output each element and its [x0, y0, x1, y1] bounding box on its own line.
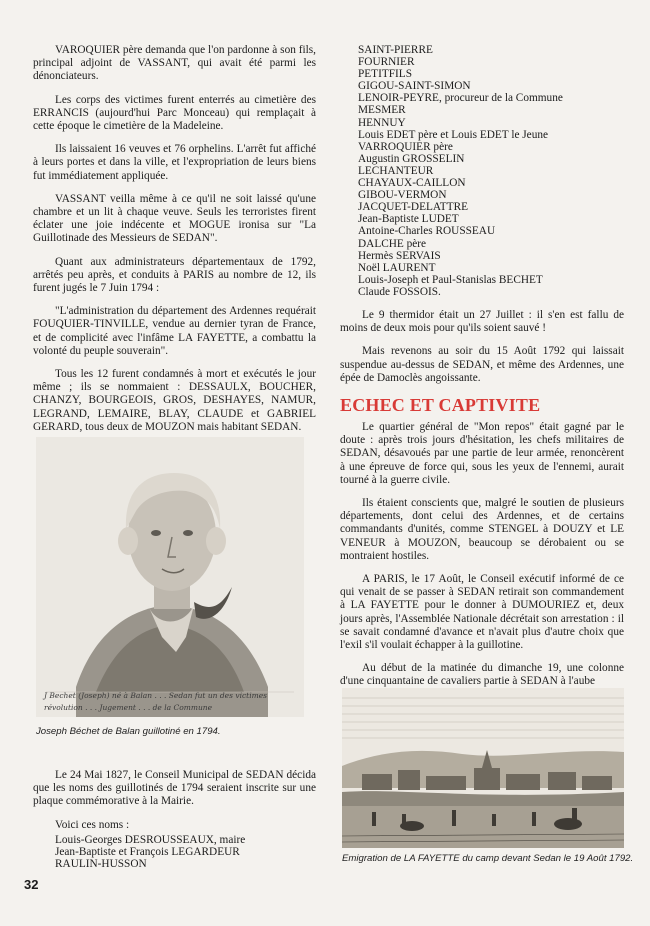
paragraph-quartier-general: Le quartier général de "Mon repos" était gagné par le doute : après trois jours d'hésitation, les chefs militaires de SEDAN, désavoués par une partie de leur armée, renoncèrent à une épreuve de force qui, sous les yeux de l'ennemi, aurait tourné à la guerre civile.: [340, 420, 624, 486]
engraving-image: [342, 688, 624, 848]
list-item: Hermès SERVAIS: [358, 249, 441, 262]
list-item: VARROQUIER père: [358, 140, 453, 153]
paragraph-thermidor: Le 9 thermidor était un 27 Juillet : il s'en est fallu de moins de deux mois pour qu'ils soient sauvé !: [340, 308, 624, 335]
list-item: Noël LAURENT: [358, 261, 436, 274]
portrait-handwriting-1: J Bechet (Joseph) né à Balan . . . Sedan fut un des victimes: [44, 691, 267, 700]
engraving-caption: Emigration de LA FAYETTE du camp devant Sedan le 19 Août 1792.: [342, 853, 634, 864]
engraving-drawing: [342, 688, 624, 848]
paragraph-damocles: Mais revenons au soir du 15 Août 1792 qui laissait suspendue au-dessus de SEDAN, et même des Ardennes, une épée de Damoclès angoissante.: [340, 345, 624, 384]
list-item: GIBOU-VERMON: [358, 189, 447, 202]
left-column: [33, 44, 316, 444]
list-item: MESMER: [358, 104, 406, 117]
portrait-image: [36, 437, 304, 717]
list-item: Antoine-Charles ROUSSEAU: [358, 225, 496, 238]
paragraph-veuves: Ils laissaient 16 veuves et 76 orphelins. L'arrêt fut affiché à leurs portes et dans la ville, et l'expropriation de leurs biens fut immédiatement appliquée.: [33, 143, 316, 182]
list-item: Louis EDET père et Louis EDET le Jeune: [358, 128, 549, 141]
paragraph-varoquier: VAROQUIER père demanda que l'on pardonne à son fils, principal adjoint de VASSANT, qui avait été parmi les dénonciateurs.: [33, 44, 316, 83]
paragraph-conscients: Ils étaient conscients que, malgré le soutien de plusieurs départements, dont celui des Ardennes, et de certains commandants d'unités, comme STENGEL à DOUZY et LE VENEUR à MOUZON, beaucoup se dérobaient ou se montraient hostiles.: [340, 497, 624, 562]
paragraph-vassant: VASSANT veilla même à ce qu'il ne soit laissé qu'une chambre et un lit à chaque veuve. Seuls les terroristes firent éclater une joie indécente et MOGUE ironisa sur "La Guillotinade des Messieurs de SEDAN".: [33, 192, 316, 245]
right-column: [340, 44, 624, 699]
names-list-right: [340, 44, 624, 298]
list-item: FOURNIER: [358, 56, 415, 69]
names-list-left: [33, 834, 316, 870]
paragraph-voici-noms: Voici ces noms :: [55, 818, 130, 831]
page-number: 32: [24, 877, 39, 892]
list-item: HENNUY: [358, 116, 406, 129]
paragraph-conseil-municipal: Le 24 Mai 1827, le Conseil Municipal de SEDAN décida que les noms des guillotinés de 1794 seraient inscrite sur une plaque commémorative à la Mairie.: [33, 769, 316, 808]
list-item: PETITFILS: [358, 68, 412, 81]
list-item: Louis-Joseph et Paul-Stanislas BECHET: [358, 273, 543, 286]
list-item: Louis-Georges DESROUSSEAUX, maire: [55, 833, 246, 846]
paragraph-dimanche: Au début de la matinée du dimanche 19, une colonne d'une cinquantaine de cavaliers partie à SEDAN à l'aube: [340, 662, 624, 688]
portrait-handwriting-2: révolution . . . Jugement . . . de la Commune: [44, 703, 213, 712]
list-item: Augustin GROSSELIN: [358, 152, 465, 165]
paragraph-paris: A PARIS, le 17 Août, le Conseil exécutif informé de ce qui venait de se passer à SEDAN retirait son commandement à LA FAYETTE pour le donner à DUMOURIEZ et, deux jours après, l'Assemblée Nationale décrétait son arrestation : il se savait condamné d'avance et n'avait plus d'autre choix que l'exil s'il voulait échapper à la guillotine.: [340, 573, 624, 652]
list-item: Claude FOSSOIS.: [358, 285, 441, 298]
portrait-caption: Joseph Béchet de Balan guillotiné en 1794.: [36, 726, 221, 737]
list-item: DALCHE père: [358, 237, 427, 250]
list-item: JACQUET-DELATTRE: [358, 201, 469, 214]
lower-left-block: [33, 769, 316, 881]
paragraph-administrateurs: Quant aux administrateurs départementaux de 1792, arrêtés peu après, et conduits à PARIS au nombre de 12, ils furent jugés le 7 Juin 1794 :: [33, 255, 316, 295]
list-item: RAULIN-HUSSON: [55, 858, 147, 870]
section-heading: ECHEC ET CAPTIVITE: [340, 394, 541, 415]
list-item: GIGOU-SAINT-SIMON: [358, 80, 471, 93]
list-item: SAINT-PIERRE: [358, 44, 433, 56]
paragraph-condamnes: Tous les 12 furent condamnés à mort et exécutés le jour même ; ils se nommaient : DESSAULX, BOUCHER, CHANZY, BOURGEOIS, GROS, DESHAYES, NAMUR, LEGRAND, LEMAIRE, BLAY, CLAUDE et GABRIEL GERARD, tous deux de MOUZON mais habitant SEDAN.: [33, 368, 316, 433]
portrait-drawing: [36, 437, 304, 717]
list-item: LENOIR-PEYRE, procureur de la Commune: [358, 92, 563, 105]
paragraph-errancis: Les corps des victimes furent enterrés au cimetière des ERRANCIS (aujourd'hui Parc Monceau) qui remplaçait à cette époque le cimetière de la Madeleine.: [33, 93, 316, 133]
list-item: LECHANTEUR: [358, 164, 434, 177]
paragraph-quote: "L'administration du département des Ardennes requérait FOUQUIER-TINVILLE, vendue au dernier tyran de France, et de complicité avec l'infâme LA FAYETTE, a combattu la volonté du peuple souverain".: [33, 305, 316, 357]
list-item: CHAYAUX-CAILLON: [358, 177, 466, 190]
list-item: Jean-Baptiste LUDET: [358, 213, 459, 226]
list-item: Jean-Baptiste et François LEGARDEUR: [55, 845, 240, 858]
